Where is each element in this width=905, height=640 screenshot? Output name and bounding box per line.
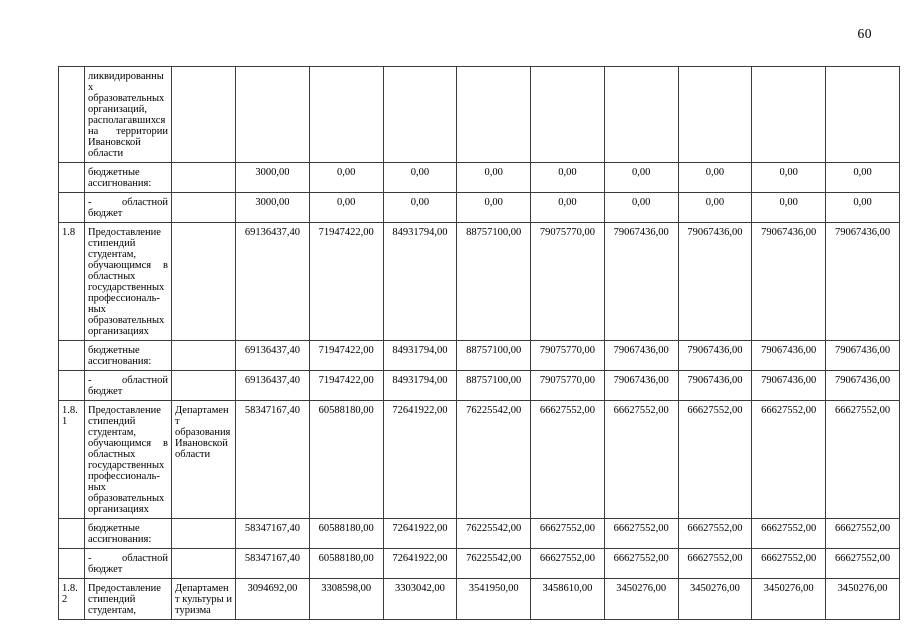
amount-cell: 69136437,40 [236, 341, 310, 371]
amount-cell: 60588180,00 [309, 401, 383, 519]
amount-cell: 88757100,00 [457, 223, 531, 341]
amount-cell: 72641922,00 [383, 401, 457, 519]
amount-cell: 3000,00 [236, 163, 310, 193]
activity-name-cell: ликвидированных образовательных организаций, располагавшихся на территории Ивановской области [85, 67, 172, 163]
amount-cell: 79067436,00 [604, 341, 678, 371]
amount-cell: 84931794,00 [383, 341, 457, 371]
amount-cell: 3308598,00 [309, 579, 383, 620]
amount-cell: 58347167,40 [236, 549, 310, 579]
amount-cell: 0,00 [383, 163, 457, 193]
amount-cell: 66627552,00 [826, 401, 900, 519]
table-row [59, 549, 900, 579]
amount-cell: 58347167,40 [236, 519, 310, 549]
amount-cell: 0,00 [678, 163, 752, 193]
amount-cell: 71947422,00 [309, 371, 383, 401]
amount-cell: 72641922,00 [383, 519, 457, 549]
amount-cell: 3000,00 [236, 193, 310, 223]
amount-cell: 66627552,00 [752, 549, 826, 579]
executor-cell [172, 519, 236, 549]
activity-name-cell: Предоставление стипендий студентам, [85, 579, 172, 620]
amount-cell: 66627552,00 [531, 549, 605, 579]
amount-cell: 0,00 [604, 163, 678, 193]
table-row [59, 579, 900, 620]
activity-name-cell: бюджетные ассигнования: [85, 341, 172, 371]
amount-cell: 79067436,00 [826, 223, 900, 341]
executor-cell [172, 193, 236, 223]
amount-cell: 0,00 [531, 193, 605, 223]
amount-cell: 79075770,00 [531, 371, 605, 401]
executor-cell: Департамент культуры и туризма [172, 579, 236, 620]
amount-cell: 79067436,00 [604, 223, 678, 341]
amount-cell: 66627552,00 [752, 519, 826, 549]
amount-cell: 71947422,00 [309, 223, 383, 341]
amount-cell: 0,00 [457, 163, 531, 193]
amount-cell: 60588180,00 [309, 549, 383, 579]
activity-name-cell: - областной бюджет [85, 193, 172, 223]
amount-cell [752, 67, 826, 163]
amount-cell: 69136437,40 [236, 223, 310, 341]
row-number-cell [59, 549, 85, 579]
executor-cell [172, 67, 236, 163]
row-number-cell [59, 163, 85, 193]
table-row [59, 341, 900, 371]
executor-cell [172, 341, 236, 371]
amount-cell: 71947422,00 [309, 341, 383, 371]
amount-cell: 0,00 [457, 193, 531, 223]
activity-name-cell: - областной бюджет [85, 549, 172, 579]
activity-name-cell: бюджетные ассигнования: [85, 163, 172, 193]
amount-cell: 0,00 [604, 193, 678, 223]
row-number-cell [59, 371, 85, 401]
table-row [59, 193, 900, 223]
budget-table-body [59, 67, 900, 620]
table-row [59, 163, 900, 193]
amount-cell: 76225542,00 [457, 401, 531, 519]
amount-cell: 3450276,00 [752, 579, 826, 620]
executor-cell [172, 371, 236, 401]
executor-cell [172, 223, 236, 341]
amount-cell: 66627552,00 [604, 549, 678, 579]
amount-cell: 0,00 [531, 163, 605, 193]
amount-cell: 66627552,00 [604, 519, 678, 549]
amount-cell: 79067436,00 [752, 341, 826, 371]
amount-cell: 79067436,00 [752, 223, 826, 341]
amount-cell [826, 67, 900, 163]
amount-cell: 76225542,00 [457, 519, 531, 549]
amount-cell: 66627552,00 [678, 549, 752, 579]
amount-cell: 58347167,40 [236, 401, 310, 519]
activity-name-cell: Предоставление стипендий студентам, обучающимся в областных государственных профессиональ-ных образовательных организациях [85, 401, 172, 519]
page-number: 60 [857, 26, 872, 41]
amount-cell [383, 67, 457, 163]
row-number-cell [59, 67, 85, 163]
amount-cell: 66627552,00 [678, 519, 752, 549]
row-number-cell [59, 193, 85, 223]
table-row [59, 67, 900, 163]
table-row [59, 519, 900, 549]
amount-cell [678, 67, 752, 163]
row-number-cell: 1.8 [59, 223, 85, 341]
amount-cell: 66627552,00 [531, 401, 605, 519]
amount-cell: 3541950,00 [457, 579, 531, 620]
budget-table [58, 66, 900, 620]
amount-cell: 0,00 [309, 163, 383, 193]
amount-cell: 3450276,00 [826, 579, 900, 620]
table-row [59, 371, 900, 401]
amount-cell: 3458610,00 [531, 579, 605, 620]
amount-cell: 66627552,00 [531, 519, 605, 549]
amount-cell: 3303042,00 [383, 579, 457, 620]
row-number-cell [59, 519, 85, 549]
activity-name-cell: бюджетные ассигнования: [85, 519, 172, 549]
amount-cell: 79067436,00 [678, 223, 752, 341]
amount-cell: 79067436,00 [752, 371, 826, 401]
amount-cell: 79075770,00 [531, 341, 605, 371]
amount-cell [604, 67, 678, 163]
table-row [59, 223, 900, 341]
amount-cell: 79067436,00 [826, 371, 900, 401]
amount-cell: 69136437,40 [236, 371, 310, 401]
amount-cell: 84931794,00 [383, 223, 457, 341]
row-number-cell: 1.8.1 [59, 401, 85, 519]
amount-cell [457, 67, 531, 163]
amount-cell: 3450276,00 [678, 579, 752, 620]
amount-cell: 3450276,00 [604, 579, 678, 620]
activity-name-cell: Предоставление стипендий студентам, обучающимся в областных государственных профессиональ-ных образовательных организациях [85, 223, 172, 341]
amount-cell: 0,00 [826, 193, 900, 223]
activity-name-cell: - областной бюджет [85, 371, 172, 401]
executor-cell [172, 163, 236, 193]
amount-cell: 79067436,00 [678, 341, 752, 371]
amount-cell: 66627552,00 [752, 401, 826, 519]
amount-cell: 0,00 [752, 163, 826, 193]
amount-cell: 88757100,00 [457, 371, 531, 401]
row-number-cell: 1.8.2 [59, 579, 85, 620]
amount-cell: 3094692,00 [236, 579, 310, 620]
amount-cell [309, 67, 383, 163]
amount-cell [236, 67, 310, 163]
amount-cell: 0,00 [383, 193, 457, 223]
amount-cell: 79075770,00 [531, 223, 605, 341]
amount-cell [531, 67, 605, 163]
row-number-cell [59, 341, 85, 371]
amount-cell: 0,00 [752, 193, 826, 223]
executor-cell: Департамент образования Ивановской области [172, 401, 236, 519]
table-row [59, 401, 900, 519]
amount-cell: 79067436,00 [678, 371, 752, 401]
amount-cell: 66627552,00 [826, 549, 900, 579]
amount-cell: 76225542,00 [457, 549, 531, 579]
amount-cell: 72641922,00 [383, 549, 457, 579]
amount-cell: 0,00 [678, 193, 752, 223]
amount-cell: 0,00 [826, 163, 900, 193]
amount-cell: 79067436,00 [826, 341, 900, 371]
amount-cell: 66627552,00 [826, 519, 900, 549]
amount-cell: 84931794,00 [383, 371, 457, 401]
amount-cell: 60588180,00 [309, 519, 383, 549]
amount-cell: 66627552,00 [678, 401, 752, 519]
amount-cell: 0,00 [309, 193, 383, 223]
executor-cell [172, 549, 236, 579]
amount-cell: 88757100,00 [457, 341, 531, 371]
amount-cell: 66627552,00 [604, 401, 678, 519]
amount-cell: 79067436,00 [604, 371, 678, 401]
